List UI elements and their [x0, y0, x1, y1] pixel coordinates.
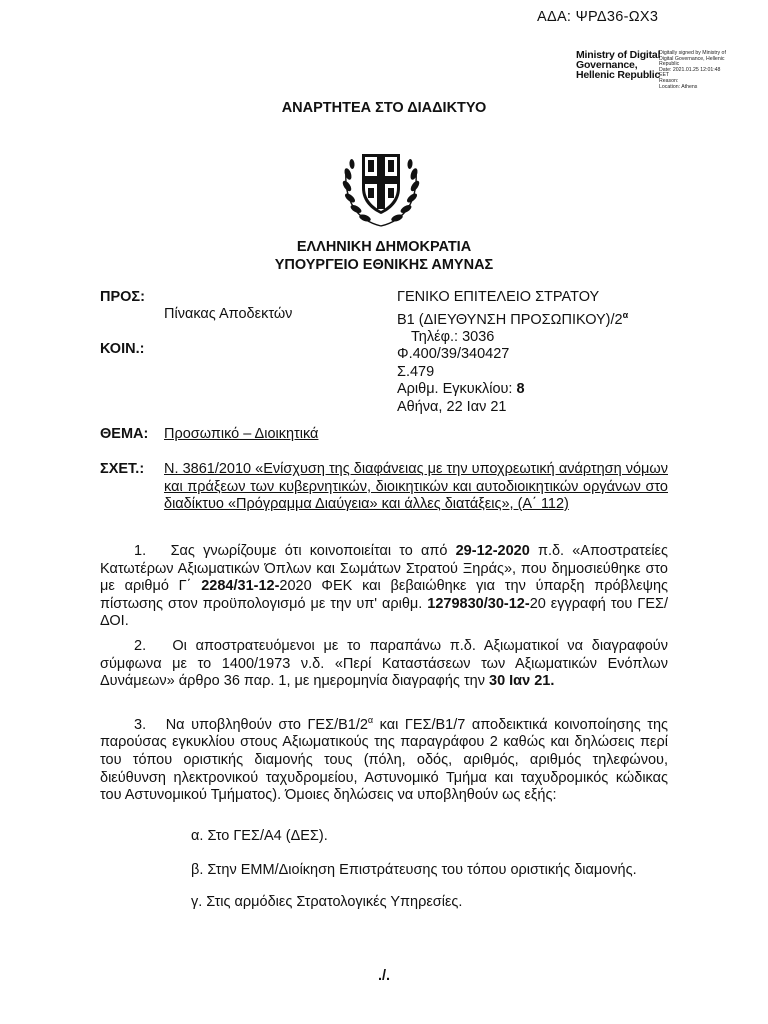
signature-detail-line: Digitally signed by Ministry of — [659, 50, 726, 56]
ministry-title: ΥΠΟΥΡΓΕΙΟ ΕΘΝΙΚΗΣ ΑΜΥΝΑΣ — [274, 257, 494, 273]
to-value: Πίνακας Αποδεκτών — [164, 306, 293, 322]
signature-detail-line: Digital Governance, Hellenic — [659, 55, 725, 62]
signature-detail-line: Reason: — [659, 77, 679, 84]
sender-date: Αθήνα, 22 Ιαν 21 — [397, 398, 507, 415]
sender-sigma: Σ.479 — [397, 363, 435, 380]
greek-coat-of-arms-icon — [336, 140, 426, 230]
paragraph-1: 1. Σας γνωρίζουμε ότι κοινοποιείται το από 29-12-2020 π.δ. «Αποστρατείες Κατωτέρων Αξιωματικών Όπλων και Σωμάτων Στρατού Ξηράς», που δημοσιεύθηκε στο με αριθμό Γ΄ 2284/31-12-2020 ΦΕΚ και βεβαιώθηκε για την ύπαρξη πρόβλεψης πίστωσης στον προϋπολογισμό με την υπ' αριθμ. 1279830/30-12-20 εγγραφή του ΓΕΣ/ΔΟΙ. — [100, 543, 669, 630]
signature-signer — [576, 50, 662, 80]
sender-general-staff: ΓΕΝΙΚΟ ΕΠΙΤΕΛΕΙΟ ΣΤΡΑΤΟΥ — [397, 289, 600, 305]
subject-label: ΘΕΜΑ: — [100, 426, 149, 442]
paragraph-3: 3. Να υποβληθούν στο ΓΕΣ/$B1/2^\alpha$ και ΓΕΣ/Β1/7 αποδεικτικά κοινοποίησης της παρούσας εγκυκλίου στους Αξιωματικούς της παραγράφου 2 καθώς και δηλώσεις περί του τόπου οριστικής διαμονής τους (πόλη, οδός, αριθμός, αριθμός τηλεφώνου, διεύθυνση ηλεκτρονικού ταχυδρομείου, Αστυνομικό Τμήμα και ταχυδρομικός κώδικας του Αστυνομικού Τμήματος). Όμοιες δηλώσεις να υποβληθούν ως εξής: — [100, 715, 668, 804]
cc-label: ΚΟΙΝ.: — [100, 341, 145, 357]
signature-details — [659, 51, 768, 90]
ada-code: ΑΔΑ: ΨΡΔ36-ΩΧ3 — [537, 9, 659, 25]
continuation-mark: ./. — [377, 968, 391, 984]
sender-circular-number: Αριθμ. Εγκυκλίου: 8 — [397, 381, 525, 398]
signer-line: Hellenic Republic — [576, 69, 661, 81]
sender-phone: Τηλέφ.: 3036 — [411, 328, 495, 345]
list-item-a: α. Στο ΓΕΣ/Α4 (ΔΕΣ). — [191, 828, 328, 844]
signature-detail-line: Republic — [659, 61, 680, 68]
signer-line: Ministry of Digital — [576, 49, 661, 61]
signature-detail-line: Location: Athens — [659, 83, 698, 90]
reference-value: Ν. 3861/2010 «Ενίσχυση της διαφάνειας με την υποχρεωτική ανάρτηση νόμων και πράξεων των κυβερνητικών, διοικητικών και αυτοδιοικητικών οργάνων στο διαδίκτυο «Πρόγραμμα Διαύγεια» και άλλες διατάξεις», (Α΄ 112) — [164, 461, 668, 513]
list-item-b: β. Στην ΕΜΜ/Διοίκηση Επιστράτευσης του τόπου οριστικής διαμονής. — [191, 862, 637, 878]
republic-title: ΕΛΛΗΝΙΚΗ ΔΗΜΟΚΡΑΤΙΑ — [296, 239, 472, 255]
post-online-heading: ΑΝΑΡΤΗΤΕΑ ΣΤΟ ΔΙΑΔΙΚΤΥΟ — [281, 100, 487, 116]
reference-label: ΣΧΕΤ.: — [100, 461, 145, 477]
signature-detail-line: EET — [659, 72, 670, 79]
paragraph-2: 2. Οι αποστρατευόμενοι με το παραπάνω π.δ. Αξιωματικοί να διαγραφούν σύμφωνα με το 1400/1973 ν.δ. «Περί Καταστάσεων των Αξιωματικών Ενόπλων Δυνάμεων» άρθρο 36 παρ. 1, με ημερομηνία διαγραφής την 30 Ιαν 21. — [100, 638, 668, 690]
to-label: ΠΡΟΣ: — [100, 289, 145, 305]
issuer-heading — [0, 238, 768, 274]
signature-detail-line: Date: 2021.01.25 12:01:48 — [659, 66, 721, 73]
subject-value: Προσωπικό – Διοικητικά — [164, 426, 319, 442]
sender-directorate: Β1 (ΔΙΕΥΘΥΝΣΗ $\Pi PO\Sigma\Omega\Pi IKO\Upsilon)/2^\alpha$ — [397, 309, 629, 328]
signer-line: Governance, — [576, 59, 638, 71]
sender-block — [397, 289, 628, 416]
list-item-c: γ. Στις αρμόδιες Στρατολογικές Υπηρεσίες. — [191, 894, 463, 910]
sender-file-ref: Φ.400/39/340427 — [397, 346, 510, 363]
